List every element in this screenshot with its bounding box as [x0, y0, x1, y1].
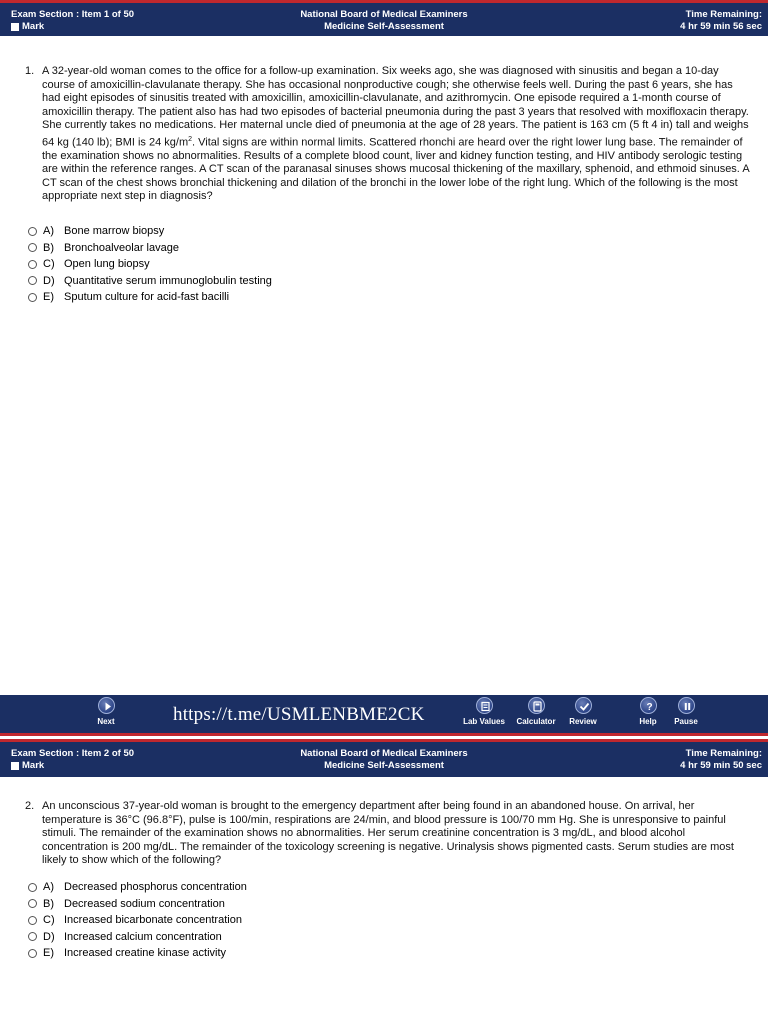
superscript: 2 [188, 135, 193, 143]
mark-label: Mark [22, 21, 45, 32]
option-letter: E) [43, 947, 54, 959]
question-1 [25, 65, 750, 204]
question-number: 2. [25, 800, 35, 812]
exam-section-label: Exam Section : Item 1 of 50 [11, 9, 135, 20]
option-text: Increased bicarbonate concentration [64, 914, 242, 926]
radio-button[interactable] [28, 260, 37, 269]
option-text: Increased calcium concentration [64, 930, 222, 943]
question-stem: An unconscious 37-year-old woman is brought to the emergency department after being found in an abandoned house. On arrival, her temperature is 36°C (96.8°F), pulse is 100/min, respirations are 24/min, and blood pressure is 100/70 mm Hg. She is unresponsive to painful stimuli. The remainder of the examination shows no abnormalities. Her serum creatinine concentration is 3 mg/dL, and blood alcohol concentration is 200 mg/dL. The remainder of the toxicology screening is negative. Urinalysis shows pigmented casts. Serum studies are most likely to show which of the following? [42, 800, 734, 866]
help-icon [640, 697, 657, 714]
header-title [0, 9, 768, 33]
question-stem-part-1: A 32-year-old woman comes to the office for a follow-up examination. Six weeks ago, she was diagnosed with sinusitis and began a 10-day course of amoxicillin-clavulanate therapy. She has occasional nonproductive cough; she otherwise feels well. During the past 6 years, she has had eight episodes of sinusitis treated with amoxicillin, amoxicillin-clavulanate, and azithromycin. One episode required a 1-month course of amoxicillin therapy. The patient also has had two episodes of bacterial pneumonia during the past 3 years that resolved with moxifloxacin therapy. She currently takes no medications. Her maternal uncle died of pneumonia at the age of 28 years. The patient is 163 cm (5 ft 4 in) tall and weighs 64 kg (140 lb); BMI is 24 kg/m [42, 65, 749, 149]
option-text: Decreased phosphorus concentration [64, 881, 247, 893]
watermark-link: https://t.me/USMLENBME2CK [173, 704, 425, 725]
review-button[interactable] [565, 697, 601, 726]
lab-values-button[interactable] [458, 697, 510, 726]
radio-button[interactable] [28, 932, 37, 941]
option-letter: C) [43, 914, 55, 926]
option-text: Open lung biopsy [64, 258, 150, 270]
question-2 [25, 800, 750, 868]
radio-button[interactable] [28, 227, 37, 236]
org-name: National Board of Medical Examiners [300, 9, 468, 20]
answer-option[interactable] [28, 289, 272, 306]
option-text: Bronchoalveolar lavage [64, 241, 179, 254]
answer-options-q1 [28, 223, 272, 306]
exam-name: Medicine Self-Assessment [324, 21, 444, 32]
answer-option[interactable] [28, 912, 247, 929]
radio-button[interactable] [28, 276, 37, 285]
time-remaining-label: Time Remaining: [685, 748, 762, 759]
next-button[interactable] [93, 697, 119, 726]
exam-header-item-2 [0, 739, 768, 777]
radio-button[interactable] [28, 916, 37, 925]
option-letter: E) [43, 291, 54, 303]
radio-button[interactable] [28, 899, 37, 908]
exam-header-item-1 [0, 0, 768, 36]
org-name: National Board of Medical Examiners [300, 748, 468, 759]
answer-option[interactable] [28, 223, 272, 240]
option-letter: D) [43, 274, 55, 287]
lab-values-label: Lab Values [463, 717, 505, 726]
svg-text:?: ? [645, 702, 653, 713]
time-remaining-label: Time Remaining: [685, 9, 762, 20]
calculator-label: Calculator [516, 717, 556, 726]
option-letter: B) [43, 241, 54, 254]
pause-button[interactable] [671, 697, 701, 726]
answer-option[interactable] [28, 240, 272, 257]
question-stem-part-2: . Vital signs are within normal limits. Scattered rhonchi are heard over the right lower lung base. The remainder of the examination shows no abnormalities. Results of a complete blood count, liver and kidney function testing, and HIV antibody serologic testing are within the reference ranges. A CT scan of the paranasal sinuses shows mucosal thickening of the maxillary, sphenoid, and ethmoid sinuses. A CT scan of the chest shows bronchial thickening and dilation of the bronchi in the lower lobe of the right lung. Which of the following is the most appropriate next step in diagnosis? [42, 136, 750, 203]
radio-button[interactable] [28, 883, 37, 892]
play-icon [98, 697, 115, 714]
option-text: Bone marrow biopsy [64, 225, 165, 237]
mark-label: Mark [22, 760, 45, 771]
time-remaining-value: 4 hr 59 min 50 sec [680, 760, 762, 771]
time-remaining [680, 9, 762, 33]
radio-button[interactable] [28, 243, 37, 252]
pause-label: Pause [674, 717, 698, 726]
option-letter: A) [43, 881, 54, 893]
answer-option[interactable] [28, 929, 247, 946]
question-stem [42, 65, 750, 204]
option-text: Quantitative serum immunoglobulin testing [64, 274, 272, 287]
review-label: Review [569, 717, 597, 726]
option-letter: A) [43, 225, 54, 237]
answer-option[interactable] [28, 896, 247, 913]
question-number: 1. [25, 65, 35, 77]
option-letter: C) [43, 258, 55, 270]
exam-section-label: Exam Section : Item 2 of 50 [11, 748, 135, 759]
calculator-icon [528, 697, 545, 714]
answer-options-q2 [28, 879, 247, 962]
answer-option[interactable] [28, 256, 272, 273]
next-label: Next [97, 717, 115, 726]
answer-option[interactable] [28, 879, 247, 896]
answer-option[interactable] [28, 273, 272, 290]
option-text: Decreased sodium concentration [64, 897, 225, 910]
answer-option[interactable] [28, 945, 247, 962]
time-remaining [680, 748, 762, 772]
radio-button[interactable] [28, 949, 37, 958]
exam-name: Medicine Self-Assessment [324, 760, 444, 771]
header-title [0, 748, 768, 772]
checkmark-icon [575, 697, 592, 714]
option-letter: B) [43, 897, 54, 910]
radio-button[interactable] [28, 293, 37, 302]
option-text: Increased creatine kinase activity [64, 947, 227, 959]
help-label: Help [639, 717, 657, 726]
option-letter: D) [43, 930, 55, 943]
time-remaining-value: 4 hr 59 min 56 sec [680, 21, 762, 32]
pause-icon [678, 697, 695, 714]
calculator-button[interactable] [513, 697, 559, 726]
help-button[interactable] [636, 697, 660, 726]
bottom-nav-bar [0, 695, 768, 736]
option-text: Sputum culture for acid-fast bacilli [64, 291, 230, 303]
lab-values-icon [476, 697, 493, 714]
